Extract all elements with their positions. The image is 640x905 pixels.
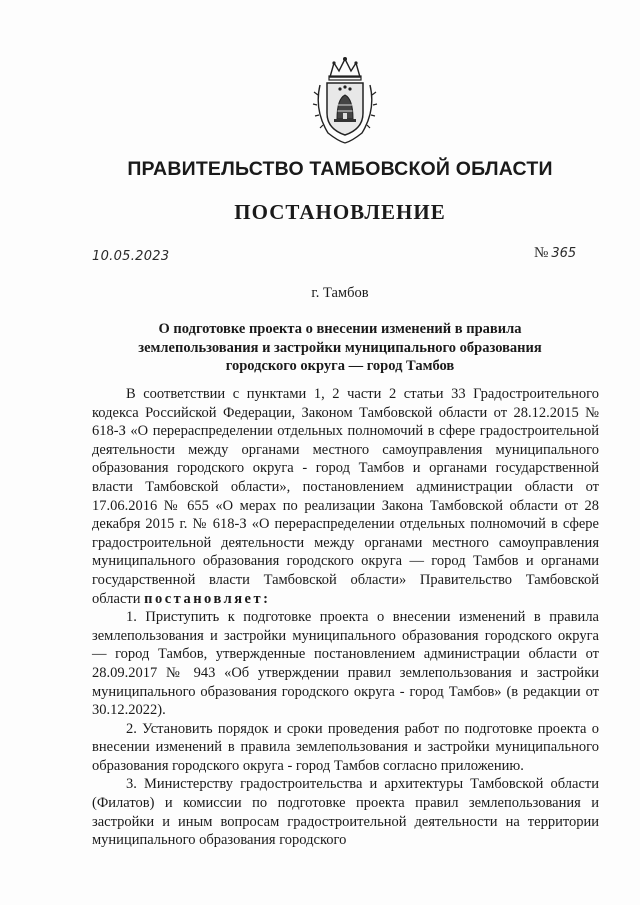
- preamble-text: В соответствии с пунктами 1, 2 части 2 статьи 33 Градостроительного кодекса Российской Федерации, Законом Тамбовской области от 28.12.2015 № 618-З «О перераспределении отдельных полномочий в сфере градостроительной деятельности между органами местного самоуправления муниципального образования городского округа - город Тамбов и органами государственной власти Тамбовской области», постановлением администрации области от 17.06.2016 № 655 «О мерах по реализации Закона Тамбовской области от 28 декабря 2015 г. № 618-З «О перераспределении отдельных полномочий в сфере градостроительной деятельности между органами местного самоуправления муниципального образования городского округа — город Тамбов и органами государственной власти Тамбовской области» Правительство Тамбовской области: [92, 386, 599, 607]
- decree-colon: :: [263, 590, 268, 607]
- item-paragraph-1: 1. Приступить к подготовке проекта о внесении изменений в правила землепользования и застройки муниципального образования городского округа — город Тамбов, утвержденные постановлением администрации области от 28.09.2017 № 943 «Об утверждении правил землепользования и застройки муниципального образования городского округа - город Тамбов» (в редакции от 30.12.2022).: [92, 609, 599, 719]
- item-paragraph-3: 3. Министерству градостроительства и архитектуры Тамбовской области (Филатов) и комиссии по подготовке проекта правил землепользования и застройки и иным вопросам градостроительной деятельности на территории муниципального образования городского: [92, 776, 599, 849]
- number-value: 365: [551, 246, 577, 261]
- document-subject: [100, 320, 580, 376]
- preamble-paragraph: [92, 385, 599, 608]
- government-title: ПРАВИТЕЛЬСТВО ТАМБОВСКОЙ ОБЛАСТИ: [127, 158, 553, 180]
- city-name: г. Тамбов: [311, 285, 369, 301]
- subject-line: землепользования и застройки муниципального образования: [138, 339, 542, 356]
- tambov-region-coat-of-arms-icon: [310, 55, 380, 145]
- number-sign: №: [534, 245, 549, 261]
- document-body: [92, 385, 599, 850]
- document-type-title: ПОСТАНОВЛЕНИЕ: [234, 200, 446, 224]
- document-date: 10.05.2023: [92, 249, 170, 264]
- document-number: [534, 245, 576, 262]
- subject-line: городского округа — город Тамбов: [225, 358, 455, 374]
- item-paragraph-2: 2. Установить порядок и сроки проведения работ по подготовке проекта о внесении изменений в правила землепользования и застройки муниципального образования городского округа - город Тамбов согласно приложению.: [92, 720, 599, 774]
- subject-line: О подготовке проекта о внесении изменений в правила: [158, 321, 522, 337]
- decree-word: постановляет: [144, 590, 264, 607]
